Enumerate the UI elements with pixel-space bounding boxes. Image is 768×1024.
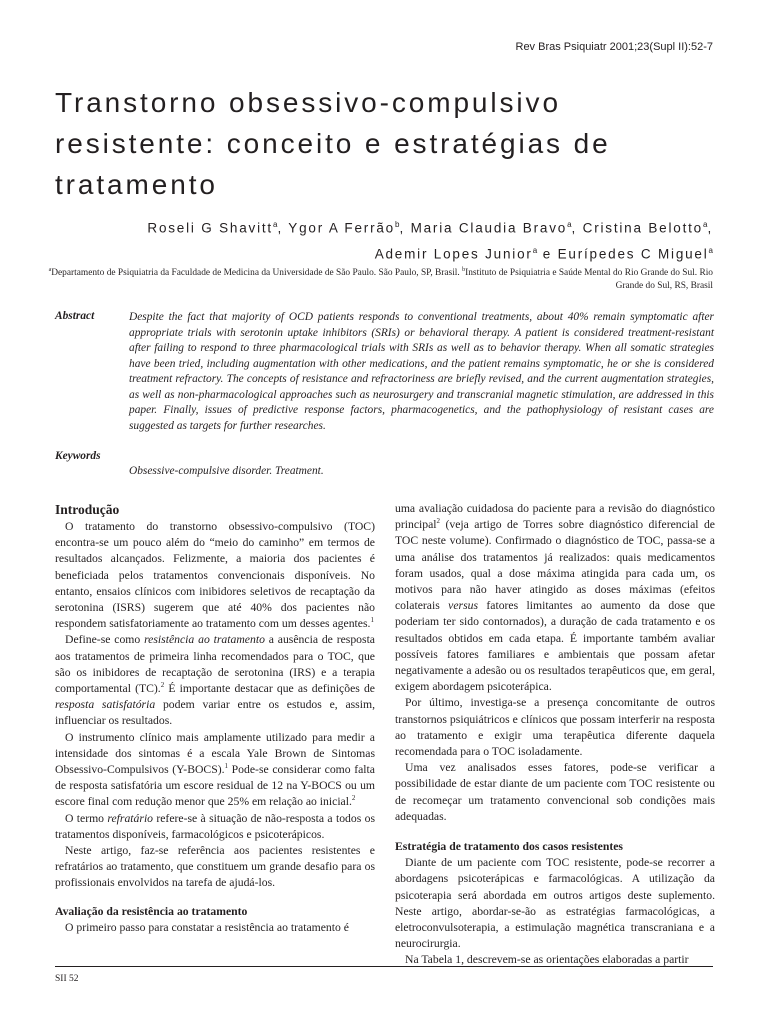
author-name: Maria Claudia Bravo (410, 220, 568, 236)
paragraph: O primeiro passo para constatar a resistência ao tratamento é (65, 920, 349, 934)
paragraph: Diante de um paciente com TOC resistente, pode-se recorrer a abordagens psicoterápicas e farmacológicas. A utilização da psicoterapia será abordada em outros artigos deste suplemento. Neste artigo, abordar-se-ão as estratégias farmacológicas, a eletroconvulsoterapia, a estimulação magnética transcraniana e a neurocirurgia. (395, 856, 715, 951)
paragraph: Neste artigo, faz-se referência aos pacientes resistentes e refratários ao tratamento, que constituem um grande desafio para os profissionais envolvidos na tarefa de ajudá-los. (55, 844, 375, 890)
keywords-text: Obsessive-compulsive disorder. Treatment. (129, 465, 324, 477)
paragraph: O tratamento do transtorno obsessivo-compulsivo (TOC) encontra-se um pouco além do “meio do caminho” em termos de resultados alcançados. Felizmente, a maioria dos pacientes é beneficiada pelos tratamentos convencionais disponíveis. No entanto, ensaios clínicos com inibidores seletivos de recaptação da serotonina (ISRS) sugerem que até 40% dos pacientes não respondem satisfatoriamente ao tratamento com um desses agentes.$^1$ (55, 520, 375, 631)
author-name: Ygor A Ferrão (288, 220, 395, 236)
author-affiliation-mark: a (567, 220, 572, 229)
paragraph: O instrumento clínico mais amplamente utilizado para medir a intensidade dos sintomas é a escala Yale Brown de Sintomas Obsessivo-Compulsivos (Y-BOCS).$^1$ Pode-se considerar como falta de resposta satisfatória um escore residual de 12 na Y-BOCS ou um escore final com redução menor que 25% em relação ao inicial.$^2$ (55, 730, 375, 809)
paragraph: Define-se como resistência ao tratamento a ausência de resposta aos tratamentos de primeira linha recomendados para o TOC, que são os inibidores de recaptação de serotonina (IRS) e a terapia comportamental (TC).$^2$ É importante destacar que as definições de resposta satisfatória podem variar entre os estudos e, assim, influenciar os resultados. (55, 633, 375, 728)
author-affiliation-mark: a (702, 220, 708, 229)
body-column-right (395, 501, 715, 969)
affiliations (48, 264, 713, 293)
author-name: Ademir Lopes Junior (374, 246, 533, 261)
author-name: Roseli G Shavitt (147, 220, 273, 236)
subsection-heading-estrategia: Estratégia de tratamento dos casos resistentes (395, 840, 623, 854)
author-separator: , (277, 220, 289, 236)
affiliation-mark: b (462, 267, 466, 273)
author-separator: , (399, 220, 411, 236)
paragraph: Por último, investiga-se a presença concomitante de outros transtornos psiquiátricos e clínicos que possam interferir na resposta ao tratamento e exigir uma terapêutica diferente daquela recomendada para o TOC isoladamente. (395, 696, 715, 759)
body-column-left (55, 501, 375, 936)
author-affiliation-mark: a (708, 245, 713, 255)
article-title: Transtorno obsessivo-compulsivo resistente: conceito e estratégias de tratamento (55, 87, 611, 200)
author-affiliation-mark: a (532, 245, 538, 255)
author-separator: , (571, 220, 583, 236)
abstract-label: Abstract (55, 310, 95, 322)
paragraph: Uma vez analisados esses fatores, pode-se verificar a possibilidade de estar diante de um paciente com TOC resistente ou de recomeçar um tratamento convencional sob condições mais adequadas. (395, 761, 715, 823)
author-affiliation-mark: a (272, 220, 278, 229)
keywords-label: Keywords (55, 450, 101, 462)
paragraph: O termo refratário refere-se à situação de não-resposta a todos os tratamentos disponíveis, farmacológicos e psicoterápicos. (55, 811, 375, 841)
citation-ref: 2 (160, 681, 165, 690)
citation-ref: 1 (224, 762, 229, 771)
affiliation-mark: a (48, 267, 52, 273)
page-number: SII 52 (55, 974, 79, 984)
affiliation-text: Instituto de Psiquiatria e Saúde Mental do Rio Grande do Sul. Rio Grande do Sul, RS, Brasil (465, 268, 713, 292)
author-affiliation-mark: b (395, 220, 400, 229)
paragraph: uma avaliação cuidadosa do paciente para a revisão do diagnóstico principal$^2$ (veja artigo de Torres sobre diagnóstico diferencial de TOC neste volume). Confirmado o diagnóstico de TOC, passa-se a uma análise dos tratamentos já realizados: quais medicamentos foram usados, qual a dose máxima atingida para cada um, os motivos para não haver atingido as doses máximas (efeitos colaterais versus fatores limitantes ao aumento da dose que poderiam ter sido contornados), a duração de cada tratamento e os resultados obtidos em cada etapa. É importante também avaliar possíveis fatores familiares e ambientais que possam afetar negativamente a adesão ou os resultados terapêuticos que, em geral, exigem abordagem psicoterápica. (395, 502, 716, 694)
citation-ref: 2 (351, 794, 356, 803)
author-separator: e (537, 246, 558, 261)
author-name: Eurípedes C Miguel (557, 246, 709, 261)
abstract-text: Despite the fact that majority of OCD patients responds to conventional treatments, about 40% remain symptomatic after appropriate trials with serotonin uptake inhibitors (SRIs) or behavioral therapy. A patient is considered treatment-resistant after failing to respond to three pharmacological trials with SRIs as well as to behavior therapy. When all somatic strategies have been tried, including augmentation with other medications, and the patient remains symptomatic, he or she is considered treatment refractory. The concepts of resistance and refractoriness are briefly revised, and the current augmentation strategies, as well as non-pharmacological approaches such as neurosurgery and transcranial magnetic stimulation, are addressed in this paper. Finally, issues of predictive response factors, pharmacogenetics, and the pathophysiology of resistant cases are suggested as targets for further researches. (129, 311, 714, 432)
citation-ref: 1 (370, 616, 374, 625)
citation-ref: 2 (436, 517, 441, 526)
section-heading-introducao: Introdução (55, 502, 120, 517)
paragraph: Na Tabela 1, descrevem-se as orientações elaboradas a partir (405, 953, 689, 967)
footer-rule (55, 966, 713, 967)
running-head: Rev Bras Psiquiatr 2001;23(Supl II):52-7 (515, 41, 713, 53)
author-name: Cristina Belotto (582, 220, 703, 236)
subsection-heading-avaliacao: Avaliação da resistência ao tratamento (55, 904, 248, 918)
author-list (73, 214, 713, 265)
affiliation-text: Departamento de Psiquiatria da Faculdade de Medicina da Universidade de São Paulo. São Paulo, SP, Brasil. (51, 268, 463, 279)
author-separator: , (707, 220, 713, 236)
